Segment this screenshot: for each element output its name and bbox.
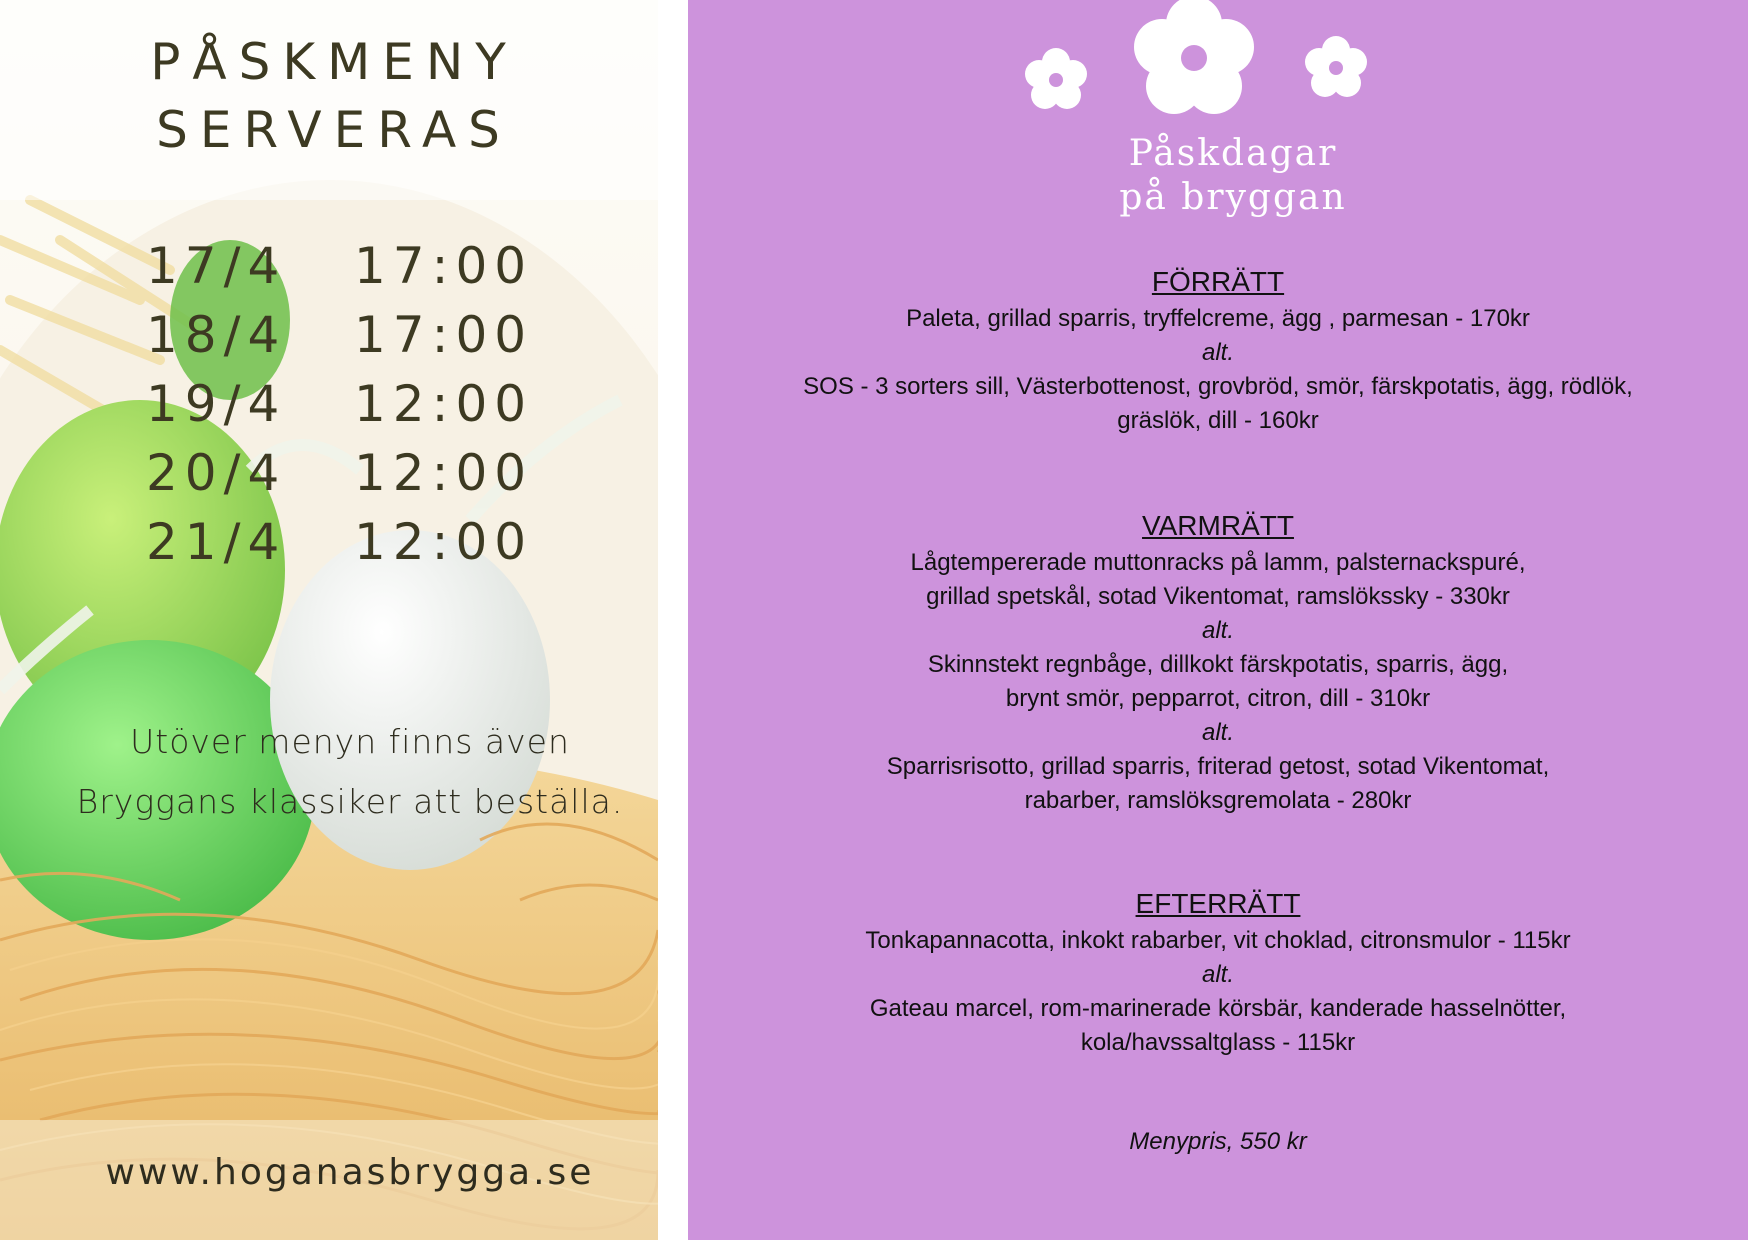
menu-item: Skinnstekt regnbåge, dillkokt färskpotatis, sparris, ägg, [927, 651, 1509, 678]
right-panel [688, 0, 1748, 1240]
dessert-title: EFTERRÄTT [1135, 888, 1301, 919]
menu-item: Paleta, grillad sparris, tryffelcreme, ägg , parmesan - 170kr [906, 305, 1530, 332]
menu-item: SOS - 3 sorters sill, Västerbottenost, grovbröd, smör, färskpotatis, ägg, rödlök, [803, 373, 1633, 400]
schedule-time: 12:00 [354, 375, 534, 433]
brand-line2: på bryggan [1119, 177, 1347, 218]
menu-item: Gateau marcel, rom-marinerade körsbär, kanderade hasselnötter, [869, 995, 1567, 1022]
serving-schedule [140, 232, 540, 577]
alt-label: alt. [1201, 617, 1234, 644]
serving-title [0, 28, 658, 164]
schedule-date: 21/4 [146, 513, 287, 571]
flower-icon [1025, 48, 1087, 109]
alt-label: alt. [1201, 961, 1234, 988]
alt-label: alt. [1201, 339, 1234, 366]
starter-title: FÖRRÄTT [1151, 266, 1285, 297]
schedule-time: 12:00 [354, 513, 534, 571]
schedule-row [140, 439, 540, 508]
menu-price: Menypris, 550 kr [1129, 1128, 1307, 1155]
menu-item: gräslök, dill - 160kr [1117, 407, 1319, 434]
serving-title-line2: SERVERAS [156, 101, 512, 159]
main-section [688, 506, 1748, 818]
classics-note-line1: Utöver menyn finns även [130, 722, 570, 761]
alt-label: alt. [1201, 719, 1234, 746]
menu-item: rabarber, ramslöksgremolata - 280kr [1024, 787, 1412, 814]
dessert-section [688, 884, 1748, 1060]
easter-eggs-photo [0, 0, 658, 1240]
schedule-time: 17:00 [354, 306, 534, 364]
classics-note [0, 712, 658, 832]
schedule-date: 17/4 [146, 237, 287, 295]
schedule-row [140, 301, 540, 370]
schedule-time: 12:00 [354, 444, 534, 502]
flower-icon [1134, 0, 1254, 114]
starter-section [688, 262, 1748, 438]
menu-item: Tonkapannacotta, inkokt rabarber, vit choklad, citronsmulor - 115kr [865, 927, 1571, 954]
serving-title-line1: PÅSKMENY [150, 33, 518, 91]
menu-item: Lågtempererade muttonracks på lamm, palsternackspuré, [910, 549, 1526, 576]
schedule-date: 18/4 [146, 306, 287, 364]
schedule-row [140, 370, 540, 439]
schedule-row [140, 232, 540, 301]
left-panel [0, 0, 658, 1240]
panel-divider [658, 0, 688, 1240]
menu-item: kola/havssaltglass - 115kr [1080, 1029, 1356, 1056]
schedule-date: 19/4 [146, 375, 287, 433]
menu-item: brynt smör, pepparrot, citron, dill - 310kr [1005, 685, 1431, 712]
brand-line1: Påskdagar [1128, 133, 1338, 174]
schedule-date: 20/4 [146, 444, 287, 502]
flower-decoration [1018, 0, 1378, 130]
flower-icon [1305, 36, 1367, 97]
schedule-time: 17:00 [354, 237, 534, 295]
classics-note-line2: Bryggans klassiker att beställa. [76, 782, 624, 821]
main-title: VARMRÄTT [1142, 510, 1294, 541]
brand-heading [688, 132, 1748, 220]
schedule-row [140, 508, 540, 577]
website-link[interactable]: www.hoganasbrygga.se [105, 1152, 595, 1193]
menu-item: Sparrisrisotto, grillad sparris, friterad getost, sotad Vikentomat, [886, 753, 1550, 780]
menu-item: grillad spetskål, sotad Vikentomat, ramslökssky - 330kr [926, 583, 1510, 610]
